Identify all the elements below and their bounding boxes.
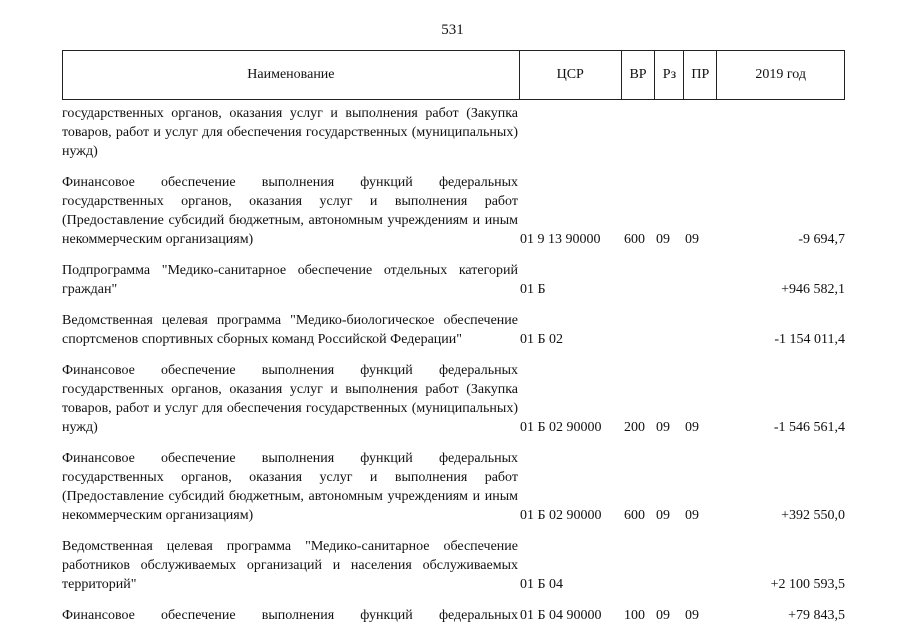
- header-year: 2019 год: [755, 67, 806, 82]
- row-pr: 09: [685, 232, 699, 247]
- row-csr: 01 Б 04 90000: [520, 608, 602, 623]
- row-rz: 09: [656, 508, 670, 523]
- table-header: [62, 50, 845, 100]
- row-amount: +946 582,1: [781, 282, 845, 297]
- table-row: [62, 449, 845, 525]
- row-pr: 09: [685, 608, 699, 623]
- row-csr: 01 9 13 90000: [520, 232, 601, 247]
- table-row: [62, 606, 845, 625]
- header-rz: Рз: [655, 51, 684, 99]
- page-number: 531: [441, 22, 464, 38]
- row-csr: 01 Б 02: [520, 332, 564, 347]
- row-name: Финансовое обеспечение выполнения функций федеральных государственных органов, оказания услуг и выполнения работ (Предоставление субсидий бюджетным, автономным учреждениям и иным некоммерческим организациям): [62, 175, 518, 247]
- row-amount: +79 843,5: [788, 608, 845, 623]
- table-row: [62, 104, 845, 161]
- row-amount: +2 100 593,5: [770, 577, 845, 592]
- row-name: Финансовое обеспечение выполнения функций федеральных государственных органов, оказания услуг и выполнения работ (Предоставление субсидий бюджетным, автономным учреждениям и иным некоммерческим организациям): [62, 451, 518, 523]
- table-row: [62, 361, 845, 437]
- row-rz: 09: [656, 232, 670, 247]
- row-csr: 01 Б 02 90000: [520, 420, 602, 435]
- row-pr: 09: [685, 508, 699, 523]
- row-pr: 09: [685, 420, 699, 435]
- table-row: [62, 261, 845, 299]
- row-vr: 600: [624, 508, 645, 523]
- header-pr: ПР: [684, 51, 717, 99]
- header-csr: ЦСР: [520, 51, 622, 99]
- row-amount: -1 154 011,4: [774, 332, 845, 347]
- header-name: Наименование: [63, 51, 520, 99]
- row-amount: -9 694,7: [798, 232, 845, 247]
- header-vr: ВР: [622, 51, 656, 99]
- row-vr: 200: [624, 420, 645, 435]
- row-rz: 09: [656, 608, 670, 623]
- table-row: [62, 173, 845, 249]
- row-csr: 01 Б 02 90000: [520, 508, 602, 523]
- table-row: [62, 537, 845, 594]
- row-name: Ведомственная целевая программа "Медико-биологическое обеспечение спортсменов спортивных сборных команд Российской Федерации": [62, 313, 518, 347]
- row-amount: +392 550,0: [781, 508, 845, 523]
- row-amount: -1 546 561,4: [773, 420, 845, 435]
- row-name: Подпрограмма "Медико-санитарное обеспечение отдельных категорий граждан": [62, 263, 518, 297]
- row-rz: 09: [656, 420, 670, 435]
- row-name: Ведомственная целевая программа "Медико-санитарное обеспечение работников обслуживаемых организаций и населения обслуживаемых территорий": [62, 539, 518, 592]
- row-name: Финансовое обеспечение выполнения функций федеральных: [62, 608, 518, 623]
- row-csr: 01 Б 04: [520, 577, 564, 592]
- table-row: [62, 311, 845, 349]
- row-vr: 100: [624, 608, 645, 623]
- row-name: Финансовое обеспечение выполнения функций федеральных государственных органов, оказания услуг и выполнения работ (Закупка товаров, работ и услуг для обеспечения государственных (муниципальных) нужд): [62, 363, 518, 435]
- row-vr: 600: [624, 232, 645, 247]
- table-body: [62, 104, 845, 637]
- row-name: государственных органов, оказания услуг и выполнения работ (Закупка товаров, работ и услуг для обеспечения государственных (муниципальных) нужд): [62, 106, 518, 159]
- row-csr: 01 Б: [520, 282, 546, 297]
